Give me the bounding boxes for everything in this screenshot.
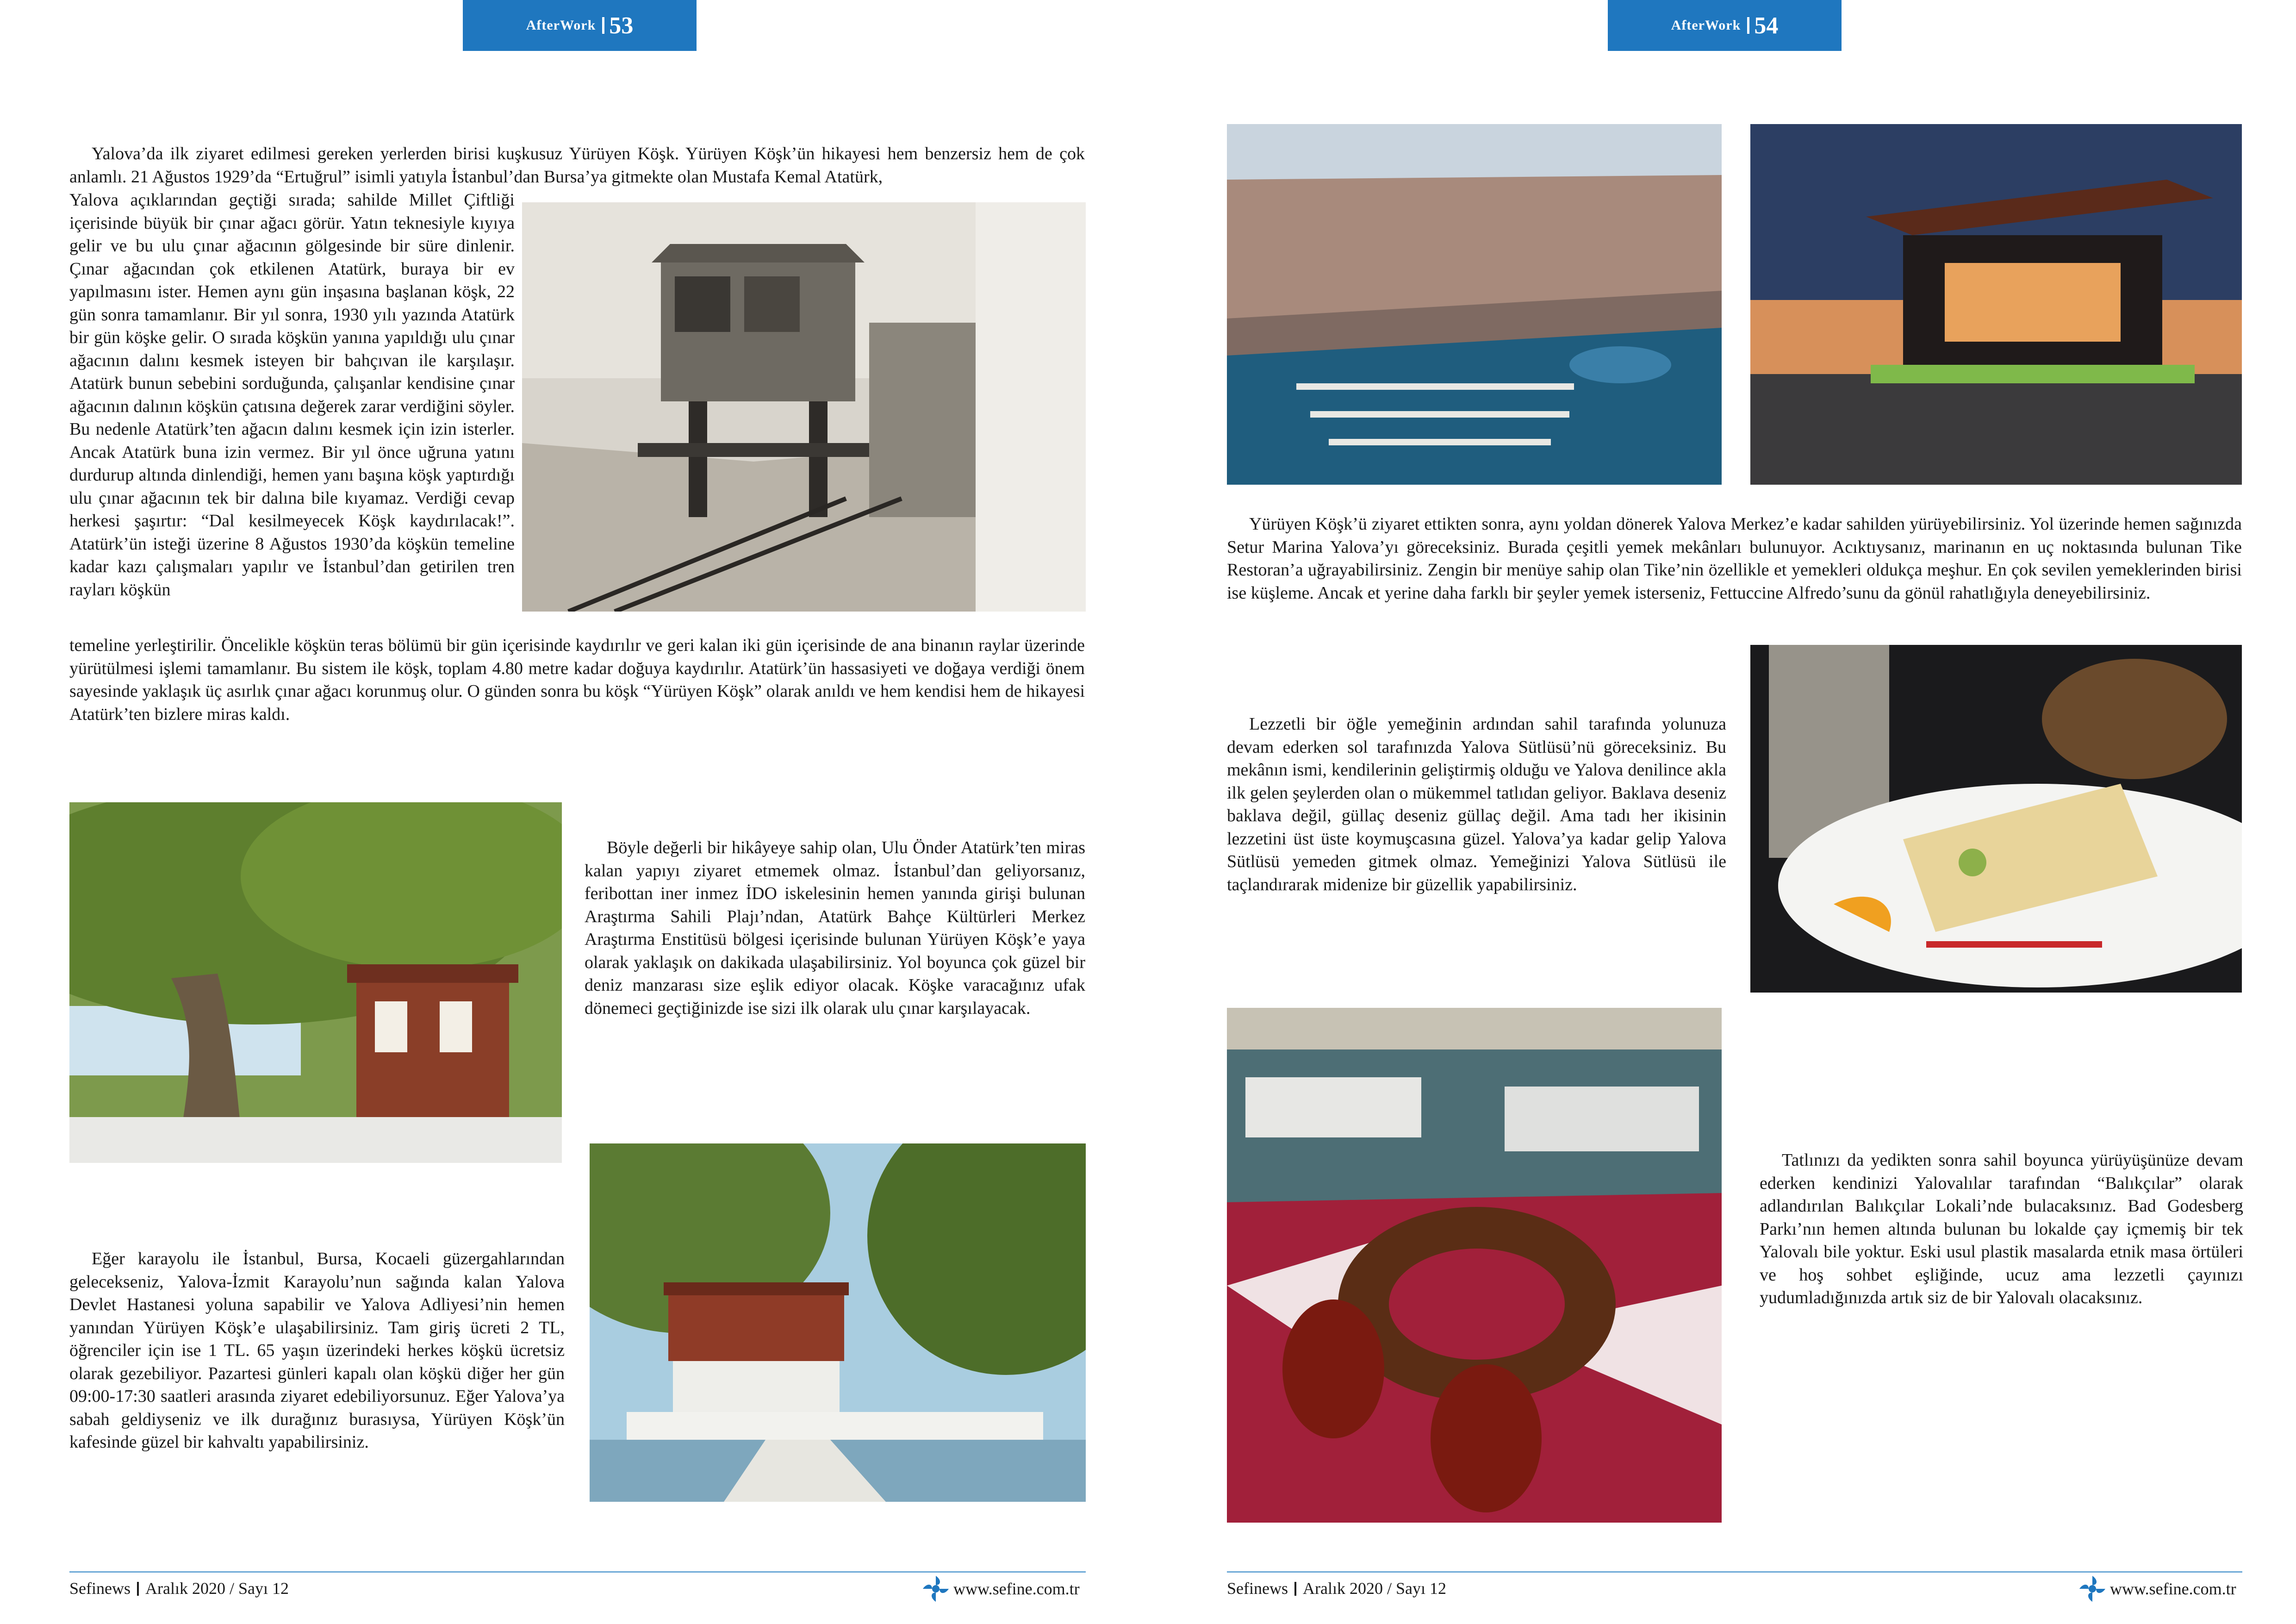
article-intro-top: Yalova’da ilk ziyaret edilmesi gereken yerlerden birisi kuşkusuz Yürüyen Köşk. Yürüyen Köşk’ün hikayesi hem benzersiz hem de çok anlamlı. 21 Ağustos 1929’da “Ertuğrul” isimli yatıyla İstanbul’dan Bursa’ya gitmekte olan Mustafa Kemal Atatürk, [69, 144, 1085, 187]
article-directions-text: Eğer karayolu ile İstanbul, Bursa, Kocaeli güzergahlarından gelecekseniz, Yalova-İzmit Karayolu’nun sağında kalan Yalova Devlet Hastanesi yoluna sapabilir ve Yalova Adliyesi’nin hemen yanından Yürüyen Köşk’e ulaşabilirsiniz. Tam giriş ücreti 2 TL, öğrenciler için ise 1 TL. 65 yaşın üzerindeki herkes köşkü ücretsiz olarak gezebiliyor. Pazartesi günleri kapalı olan köşkü diğer her gün 09:00-17:30 saatleri arasında ziyaret edebiliyorsunuz. Eğer Yalova’ya sabah geldiyseniz ve ilk durağınız burasıysa, Yürüyen Köşk’ün kafesinde güzel bir kahvaltı yapabilirsiniz. [69, 1249, 565, 1452]
article-marina-text: Yürüyen Köşk’ü ziyaret ettikten sonra, aynı yoldan dönerek Yalova Merkez’e kadar sahilden yürüyebilirsiniz. Yol üzerinde hemen sağınızda Setur Marina Yalova’yı göreceksiniz. Burada çeşitli yemek mekânları bulunuyor. Acıktıysanız, marinanın en uç noktasında bulunan Tike Restoran’a uğrayabilirsiniz. Zengin bir menüye sahip olan Tike’nin özellikle et yemekleri oldukça meşhur. En çok sevilen yemeklerinden birisi ise küşleme. Ancak et yerine daha farklı bir şeyler yemek isterseniz, Fettuccine Alfredo’sunu da gönül rahatlığıyla deneyebilirsiniz. [1227, 514, 2242, 603]
yalova-sutlusu-photo [1750, 645, 2242, 993]
footer-magazine: Sefinews Aralık 2020 / Sayı 12 [1227, 1579, 1446, 1598]
footer-website[interactable]: www.sefine.com.tr [921, 1574, 1080, 1604]
footer-divider [1294, 1582, 1296, 1596]
page-tab-left [463, 0, 697, 51]
article-intro-wrap: Yalova açıklarından geçtiği sırada; sahilde Millet Çiftliği içerisinde büyük bir çınar ağacı görür. Yatın teknesiyle kıyıya gelir ve bu ulu çınar ağacının gölgesinde bir süre dinlenir. Çınar ağacından çok etkilenen Atatürk, buraya bir ev yapılmasını ister. Hemen aynı gün inşasına başlanan köşk, 22 gün sonra tamamlanır. Bir yıl sonra, 1930 yılı yazında Atatürk bir gün köşke gelir. O sırada köşkün yanına yapıldığı ulu çınar ağacının dalını kesmek isteyen bir bahçıvan ile karşılaşır. Atatürk bunun sebebini sorduğunda, çalışanlar kendisine çınar ağacının dalının köşkün çatısına değerek zarar verdiğini söyler. Bu nedenle Atatürk’ten ağacın dalını kesmek için izin isterler. Ancak Atatürk buna izin vermez. Bir yıl önce uğruna yatını durdurup altında dinlendiği, hemen yanı başına köşk yaptırdığı ulu çınar ağacının tek bir dalına bile kıyamaz. Verdiği cevap herkesi şaşırtır: “Dal kesilmeyecek Köşk kaydırılacak!”. Atatürk’ün isteği üzerine 8 Ağustos 1930’da köşkün temeline kadar kazı çalışmaları yapılır ve İstanbul’dan getirilen tren rayları köşkün [69, 190, 515, 600]
page-tab-right [1608, 0, 1842, 51]
footer-divider [137, 1582, 139, 1596]
article-intro-end: temeline yerleştirilir. Öncelikle köşkün teras bölümü bir gün içerisinde kaydırılır ve geri kalan iki gün içerisinde de ana binanın raylar üzerinde yürütülmesi işlemi tamamlanır. Bu sistem ile köşk, toplam 4.80 metre kadar doğuya kaydırılır. Atatürk’ün hassasiyeti ve doğaya verdiği önem sayesinde yaklaşık üç asırlık çınar ağacı korunmuş olur. O günden sonra bu köşk “Yürüyen Köşk” olarak anıldı ve hem kendisi hem de hikayesi Atatürk’ten bizlere miras kaldı. [69, 636, 1085, 724]
plane-tree-kiosk-photo [69, 802, 562, 1163]
marina-aerial-photo [1227, 124, 1722, 485]
page-number: 54 [1754, 12, 1779, 39]
brand-label: AfterWork [1671, 18, 1741, 33]
article-visit-text: Böyle değerli bir hikâyeye sahip olan, Ulu Önder Atatürk’ten miras kalan yapıyı ziyaret etmemek olmaz. İstanbul’dan geliyorsanız, feribottan iner inmez İDO iskelesinin hemen yanında girişi bulunan Araştırma Sahili Plajı’ndan, Atatürk Bahçe Kültürleri Merkez Araştırma Enstitüsü bölgesi içerisinde bulunan Yürüyen Köşk’e yaya olarak yaklaşık on dakikada ulaşabilirsiniz. Yol boyunca çok güzel bir deniz manzarası size eşlik ediyor olacak. Köşke varacağınız ufak dönemeci geçtiğinizde ise sizi ilk olarak ulu çınar karşılayacak. [585, 838, 1085, 1018]
article-tea-text: Tatlınızı da yedikten sonra sahil boyunca yürüyüşünüze devam ederken kendinizi Yalovalılar tarafından “Balıkçılar” olarak adlandırılan Balıkçılar Lokali’nde bulacaksınız. Bad Godesberg Parkı’nın hemen altında bulunan bu lokalde çay içmemiş bir tek Yalovalı bile yoktur. Eski usul plastik masalarda etnik masa örtüleri ve hoş sohbet eşliğinde, ucuz ama lezzetli çayınızı yudumladığınızda artık siz de bir Yalovalı olacaksınız. [1760, 1150, 2243, 1307]
page-number: 53 [609, 12, 634, 39]
tea-and-simit-photo [1227, 1008, 1722, 1523]
article-dessert-text: Lezzetli bir öğle yemeğinin ardından sahil tarafında yolunuza devam ederken sol tarafınızda Yalova Sütlüsü’nü göreceksiniz. Bu mekânın ismi, kendilerinin geliştirmiş olduğu ve Yalova denilince akla ilk gelen şeylerden olan o mükemmel tatlıdan geliyor. Baklava deseniz baklava değil, güllaç deseniz güllaç değil. Ama tadı her ikisinin lezzetini üst üste koymuşcasına güzel. Yalova’ya kadar gelip Yalova Sütlüsü yemeden gitmek olmaz. Yemeğinizi Yalova Sütlüsü ile taçlandırarak midenize bir güzellik yapabilirsiniz. [1227, 714, 1726, 894]
sefine-logo-icon [2078, 1574, 2107, 1604]
tab-divider [602, 17, 604, 34]
right-page [1148, 0, 2296, 1624]
tike-restaurant-photo [1750, 124, 2242, 485]
footer-rule [69, 1571, 1086, 1573]
tab-divider [1747, 17, 1749, 34]
footer-magazine: Sefinews Aralık 2020 / Sayı 12 [69, 1579, 289, 1598]
kiosk-pier-photo [590, 1143, 1086, 1502]
footer-rule [1227, 1571, 2242, 1573]
brand-label: AfterWork [526, 18, 596, 33]
historic-kiosk-photo [522, 202, 1086, 612]
footer-website[interactable]: www.sefine.com.tr [2078, 1574, 2236, 1604]
sefine-logo-icon [921, 1574, 951, 1604]
